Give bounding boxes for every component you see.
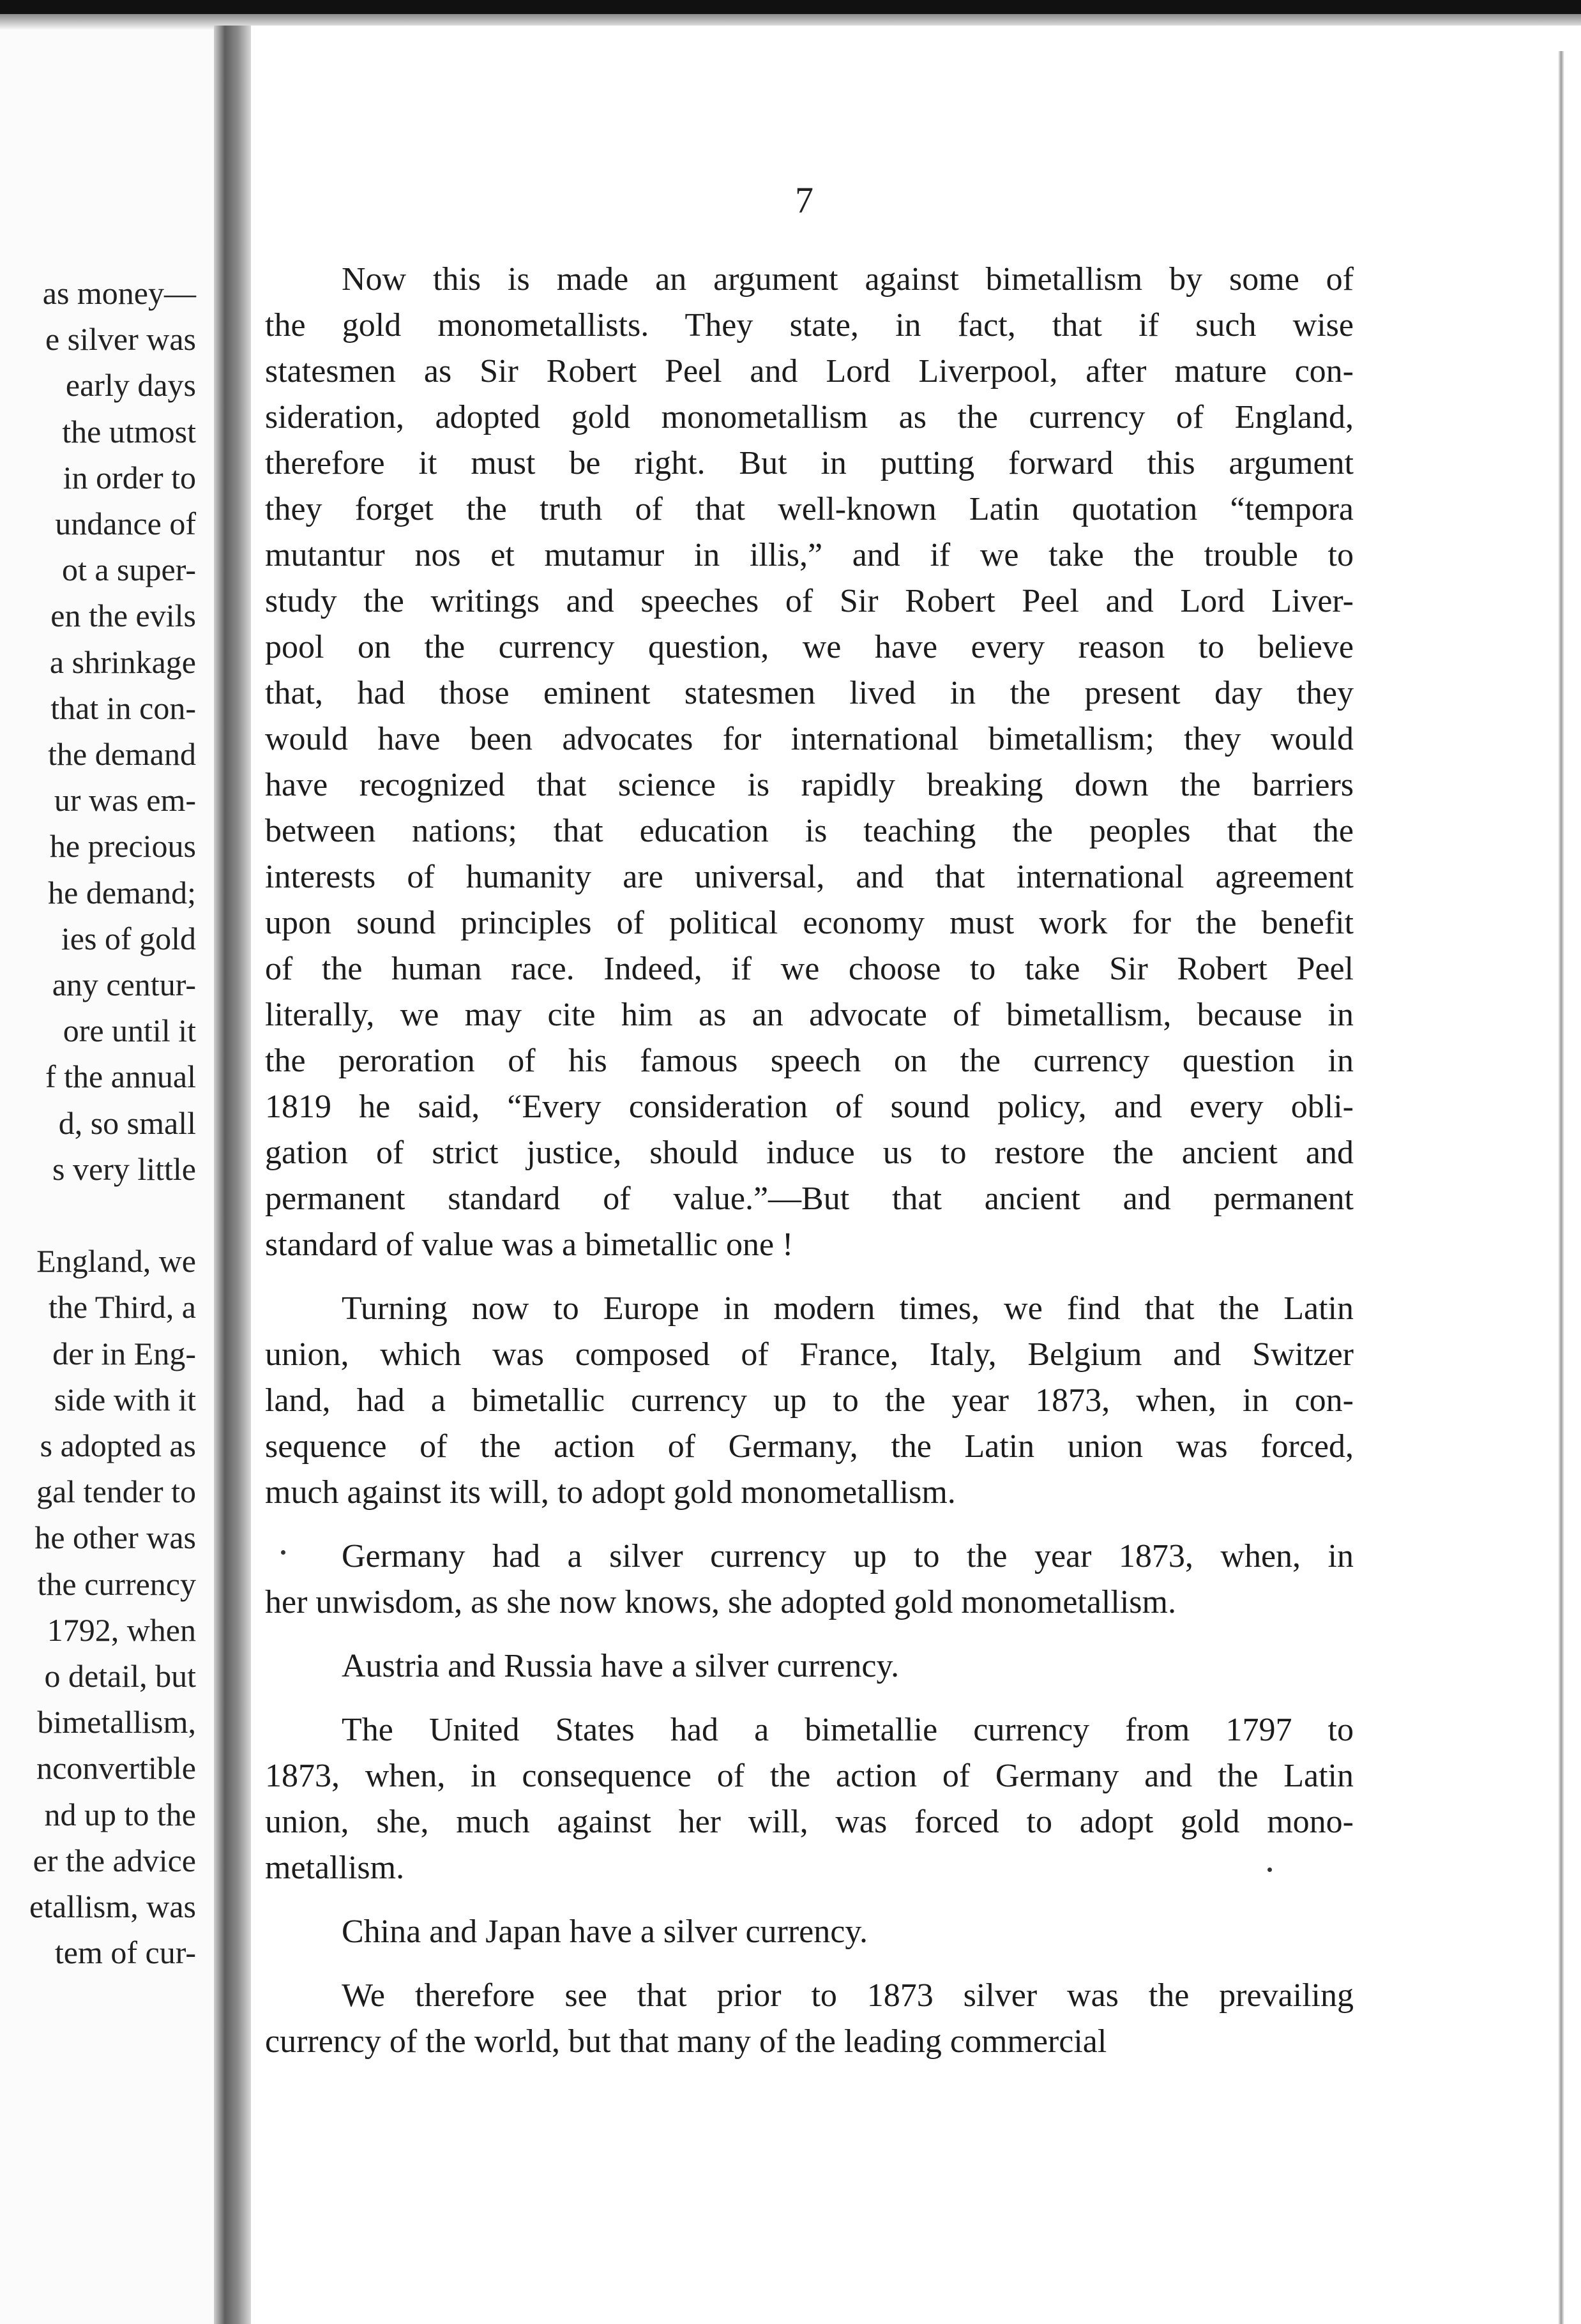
text-line: sideration, adopted gold monometallism as the currency of England,	[265, 399, 1354, 435]
facing-page-line: d, so small	[58, 1105, 196, 1141]
text-line: much against its will, to adopt gold monometallism.	[265, 1474, 956, 1511]
facing-page-line: he precious	[49, 828, 196, 864]
facing-page-line: the Third, a	[49, 1289, 196, 1325]
text-line: 1873, when, in consequence of the action of Germany and the Latin	[265, 1758, 1354, 1794]
facing-page-line: en the evils	[50, 598, 196, 634]
facing-page-line: nconvertible	[36, 1750, 196, 1786]
text-line: permanent standard of value.”—But that ancient and permanent	[265, 1181, 1354, 1217]
print-speck	[281, 1550, 285, 1555]
text-line: 1819 he said, “Every consideration of sound policy, and every obli-	[265, 1089, 1354, 1125]
facing-page-line: a shrinkage	[49, 644, 196, 680]
text-line: they forget the truth of that well-known Latin quotation “tempora	[265, 491, 1354, 527]
page-edge-shadow	[1558, 51, 1564, 2324]
facing-page-line: e silver was	[45, 321, 196, 358]
facing-page-line: gal tender to	[36, 1474, 196, 1510]
text-line: would have been advocates for international bimetallism; they would	[265, 721, 1354, 757]
facing-page-line: nd up to the	[44, 1796, 196, 1832]
paragraph	[265, 1286, 1354, 1516]
text-line: Now this is made an argument against bimetallism by some of	[342, 261, 1354, 298]
facing-page-line: der in Eng-	[52, 1335, 196, 1371]
text-line: sequence of the action of Germany, the Latin union was forced,	[265, 1428, 1354, 1465]
text-line: We therefore see that prior to 1873 silver was the prevailing	[342, 1977, 1354, 2014]
text-line: the gold monometallists. They state, in fact, that if such wise	[265, 307, 1354, 343]
facing-page-line: the demand	[48, 736, 196, 772]
facing-page-line: any centur-	[52, 967, 196, 1002]
text-line: interests of humanity are universal, and that international agreement	[265, 859, 1354, 895]
facing-page-line: ore until it	[63, 1013, 196, 1049]
facing-page-line: he other was	[34, 1520, 196, 1556]
facing-page-line: s very little	[52, 1151, 196, 1187]
text-line: therefore it must be right. But in putting forward this argument	[265, 445, 1354, 481]
text-line: currency of the world, but that many of the leading commercial	[265, 2023, 1107, 2060]
text-line: Turning now to Europe in modern times, we find that the Latin	[342, 1290, 1354, 1327]
page-number: 7	[795, 179, 813, 221]
text-line: statesmen as Sir Robert Peel and Lord Liverpool, after mature con-	[265, 353, 1354, 389]
facing-page-line: in order to	[63, 459, 196, 495]
text-line: the peroration of his famous speech on the currency question in	[265, 1043, 1354, 1079]
facing-page-line: tem of cur-	[54, 1935, 196, 1971]
paragraph	[265, 1534, 1354, 1626]
facing-page-line: the utmost	[62, 413, 196, 449]
facing-page-line: ur was em-	[54, 782, 196, 819]
print-speck	[1267, 1867, 1272, 1872]
facing-page-line: er the advice	[33, 1842, 196, 1878]
facing-page-line: as money—	[42, 275, 196, 311]
facing-page-line: s adopted as	[40, 1428, 196, 1463]
facing-page-line: etallism, was	[29, 1889, 196, 1924]
facing-page-line: side with it	[54, 1381, 196, 1417]
text-line: pool on the currency question, we have every reason to believe	[265, 629, 1354, 665]
text-line: literally, we may cite him as an advocate of bimetallism, because in	[265, 997, 1354, 1033]
facing-page-line: the currency	[37, 1566, 196, 1602]
page-right-margin	[1356, 26, 1581, 2324]
paragraph	[265, 1643, 1354, 1689]
facing-page-fragment	[0, 31, 214, 2324]
text-line: metallism.	[265, 1850, 405, 1886]
text-line: of the human race. Indeed, if we choose to take Sir Robert Peel	[265, 951, 1354, 987]
text-line: China and Japan have a silver currency.	[342, 1913, 868, 1950]
text-line: Germany had a silver currency up to the year 1873, when, in	[342, 1538, 1354, 1574]
facing-page-line: ies of gold	[61, 920, 196, 956]
facing-page-line: bimetallism,	[37, 1704, 196, 1740]
text-line: study the writings and speeches of Sir Robert Peel and Lord Liver-	[265, 583, 1354, 619]
text-line: The United States had a bimetallie currency from 1797 to	[342, 1712, 1354, 1748]
facing-page-line: f the annual	[45, 1059, 196, 1095]
text-line: mutantur nos et mutamur in illis,” and if we take the trouble to	[265, 537, 1354, 573]
facing-page-line: 1792, when	[47, 1611, 196, 1648]
text-line: gation of strict justice, should induce us to restore the ancient and	[265, 1135, 1354, 1171]
facing-page-line: early days	[65, 367, 196, 404]
body-text	[265, 257, 1354, 2065]
text-line: upon sound principles of political economy must work for the benefit	[265, 905, 1354, 941]
text-line: have recognized that science is rapidly breaking down the barriers	[265, 767, 1354, 803]
facing-page-line: that in con-	[50, 690, 196, 726]
text-line: standard of value was a bimetallic one !	[265, 1226, 794, 1263]
paragraph	[265, 1973, 1354, 2065]
text-line: that, had those eminent statesmen lived in the present day they	[265, 675, 1354, 711]
facing-page-line: ot a super-	[61, 552, 196, 588]
text-line: Austria and Russia have a silver currency.	[342, 1648, 900, 1684]
paragraph	[265, 1909, 1354, 1955]
facing-page-line: he demand;	[48, 874, 196, 910]
text-line: her unwisdom, as she now knows, she adopted gold monometallism.	[265, 1584, 1176, 1620]
text-line: union, which was composed of France, Italy, Belgium and Switzer	[265, 1336, 1354, 1373]
text-line: between nations; that education is teaching the peoples that the	[265, 813, 1354, 849]
paragraph	[265, 257, 1354, 1268]
scan-top-edge	[0, 0, 1581, 14]
book-gutter	[214, 26, 251, 2324]
text-line: land, had a bimetallic currency up to the year 1873, when, in con-	[265, 1382, 1354, 1419]
facing-page-line: England, we	[36, 1243, 196, 1279]
facing-page-line: undance of	[55, 506, 196, 541]
text-line: union, she, much against her will, was forced to adopt gold mono-	[265, 1804, 1354, 1840]
paragraph	[265, 1707, 1354, 1891]
facing-page-line: o detail, but	[44, 1658, 196, 1694]
